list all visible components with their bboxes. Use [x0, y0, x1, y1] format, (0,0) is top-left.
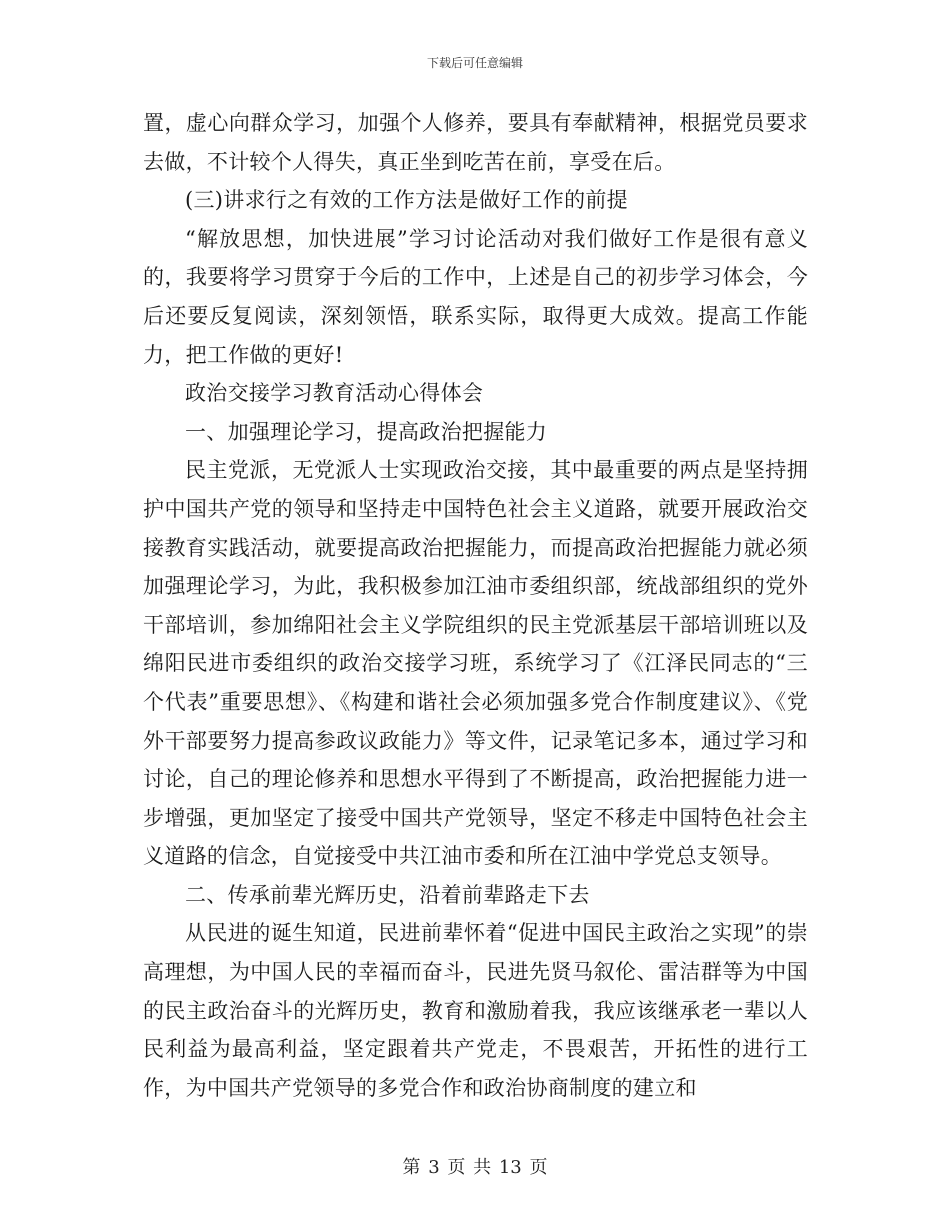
paragraph-4: 从民进的诞生知道，民进前辈怀着“促进中国民主政治之实现”的崇高理想，为中国人民的幸福而奋斗，民进先贤马叙伦、雷洁群等为中国的民主政治奋斗的光辉历史，教育和激励着我，我应该继承老一辈以人民利益为最高利益，坚定跟着共产党走，不畏艰苦，开拓性的进行工作，为中国共产党领导的多党合作和政治协商制度的建立和 — [143, 921, 808, 1100]
section-heading-2: 二、传承前辈光辉历史，沿着前辈路走下去 — [185, 882, 590, 907]
document-body — [143, 104, 808, 1107]
page-number: 第 3 页 共 13 页 — [402, 1157, 548, 1178]
section-heading-1: 一、加强理论学习，提高政治把握能力 — [185, 419, 548, 444]
paragraph-3: 民主党派，无党派人士实现政治交接，其中最重要的两点是坚持拥护中国共产党的领导和坚持走中国特色社会主义道路，就要开展政治交接教育实践活动，就要提高政治把握能力，而提高政治把握能力就必须加强理论学习，为此，我积极参加江油市委组织部，统战部组织的党外干部培训，参加绵阳社会主义学院组织的民主党派基层干部培训班以及绵阳民进市委组织的政治交接学习班，系统学习了《江泽民同志的“三个代表”重要思想》、《构建和谐社会必须加强多党合作制度建议》、《党外干部要努力提高参政议政能力》等文件，记录笔记多本，通过学习和讨论，自己的理论修养和思想水平得到了不断提高，政治把握能力进一步增强，更加坚定了接受中国共产党领导，坚定不移走中国特色社会主义道路的信念，自觉接受中共江油市委和所在江油中学党总支领导。 — [143, 458, 808, 869]
paragraph-1: 置，虚心向群众学习，加强个人修养，要具有奉献精神，根据党员要求去做，不计较个人得失，真正坐到吃苦在前，享受在后。 — [143, 111, 808, 174]
article-title: 政治交接学习教育活动心得体会 — [185, 381, 484, 406]
page-header: 下载后可任意编辑 — [426, 56, 523, 70]
section-heading-3: (三)讲求行之有效的工作方法是做好工作的前提 — [185, 188, 628, 213]
paragraph-2: “解放思想，加快进展”学习讨论活动对我们做好工作是很有意义的，我要将学习贯穿于今后的工作中，上述是自己的初步学习体会，今后还要反复阅读，深刻领悟，联系实际，取得更大成效。提高工作能力，把工作做的更好! — [143, 226, 808, 367]
